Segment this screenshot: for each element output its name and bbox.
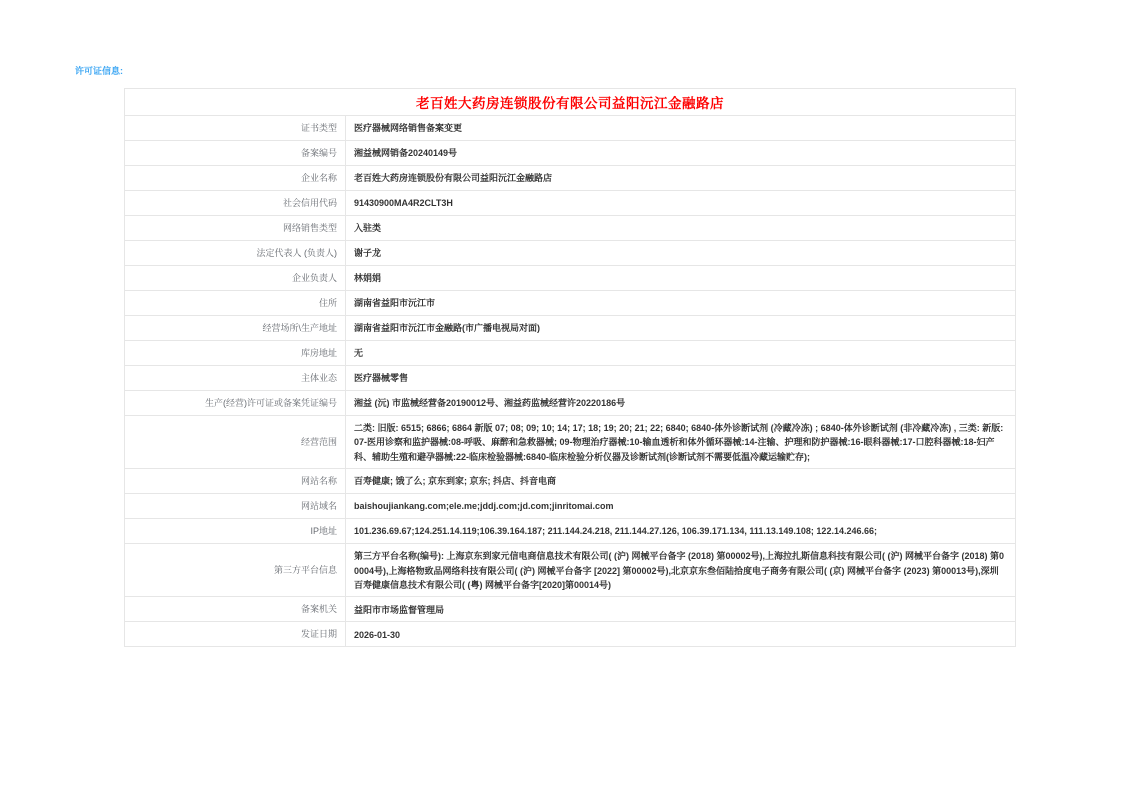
row-label: 住所 <box>125 291 346 315</box>
row-label: 经营范围 <box>125 416 346 468</box>
row-label: 主体业态 <box>125 366 346 390</box>
row-value: 林娟娟 <box>354 273 382 284</box>
section-label-license-info: 许可证信息: <box>75 66 123 76</box>
row-value: 医疗器械网络销售备案变更 <box>354 123 463 134</box>
row-value: 谢子龙 <box>354 248 382 259</box>
company-title: 老百姓大药房连锁股份有限公司益阳沅江金融路店 <box>416 96 724 111</box>
table-row <box>125 597 1015 622</box>
license-table <box>124 88 1016 647</box>
row-label: 企业名称 <box>125 166 346 190</box>
row-label: 第三方平台信息 <box>125 544 346 596</box>
table-row <box>125 622 1015 647</box>
table-row <box>125 416 1015 469</box>
row-label: 备案编号 <box>125 141 346 165</box>
row-value: 老百姓大药房连锁股份有限公司益阳沅江金融路店 <box>354 173 553 184</box>
row-value: 91430900MA4R2CLT3H <box>354 198 453 209</box>
table-row <box>125 366 1015 391</box>
table-row <box>125 519 1015 544</box>
row-value: 二类: 旧版: 6515; 6866; 6864 新版 07; 08; 09; 10; 14; 17; 18; 19; 20; 21; 22; 6840; 6840-体外诊断试剂 (冷藏冷冻) ; 6840-体外诊断试剂 (非冷藏冷冻) , 三类: 新版:07-医用诊察和监护器械:08-呼吸、麻醉和急救器械; 09-物理治疗器械:10-输血透析和体外循环器械:14-注输、护理和防护器械:16-眼科器械:17-口腔科器械:18-妇产科、辅助生殖和避孕器械:22-临床检验器械:6840-临床检验分析仪器及诊断试剂(诊断试剂不需要低温冷藏运输贮存); <box>354 423 1004 462</box>
row-label: 网络销售类型 <box>125 216 346 240</box>
table-row <box>125 191 1015 216</box>
row-label: 网站名称 <box>125 469 346 493</box>
table-row <box>125 216 1015 241</box>
table-row <box>125 341 1015 366</box>
table-row <box>125 241 1015 266</box>
row-label: 法定代表人 (负责人) <box>125 241 346 265</box>
row-value: 湘益 (沅) 市监械经营备20190012号、湘益药监械经营许20220186号 <box>354 398 626 409</box>
row-label: 网站域名 <box>125 494 346 518</box>
row-label: 社会信用代码 <box>125 191 346 215</box>
license-table-body <box>125 116 1015 647</box>
row-label: 生产(经营)许可证或备案凭证编号 <box>125 391 346 415</box>
row-value: 湖南省益阳市沅江市金融路(市广播电视局对面) <box>354 323 540 334</box>
row-value: 益阳市市场监督管理局 <box>354 604 445 615</box>
table-row <box>125 494 1015 519</box>
row-value: 无 <box>354 348 364 359</box>
row-value: 湘益械网销备20240149号 <box>354 148 458 159</box>
table-row <box>125 266 1015 291</box>
row-label: 证书类型 <box>125 116 346 140</box>
row-label: 经营场所\生产地址 <box>125 316 346 340</box>
table-row <box>125 116 1015 141</box>
row-value: 入驻类 <box>354 223 382 234</box>
row-label: 企业负责人 <box>125 266 346 290</box>
row-label: 备案机关 <box>125 597 346 621</box>
row-value: baishoujiankang.com;ele.me;jddj.com;jd.com;jinritomai.com <box>354 501 614 512</box>
row-label: 库房地址 <box>125 341 346 365</box>
row-value: 医疗器械零售 <box>354 373 409 384</box>
row-value: 湖南省益阳市沅江市 <box>354 298 436 309</box>
table-row <box>125 166 1015 191</box>
table-row <box>125 141 1015 166</box>
row-value: 百寿健康; 饿了么; 京东到家; 京东; 抖店、抖音电商 <box>354 476 556 487</box>
row-label: 发证日期 <box>125 622 346 646</box>
table-row <box>125 391 1015 416</box>
license-table-title-row <box>125 89 1015 116</box>
row-value: 2026-01-30 <box>354 629 401 640</box>
table-row <box>125 469 1015 494</box>
row-value: 101.236.69.67;124.251.14.119;106.39.164.187; 211.144.24.218, 211.144.27.126, 106.39.171.134, 111.13.149.108; 122.14.246.66; <box>354 526 877 537</box>
table-row <box>125 316 1015 341</box>
row-label: IP地址 <box>125 519 346 543</box>
table-row <box>125 291 1015 316</box>
row-value: 第三方平台名称(编号): 上海京东到家元信电商信息技术有限公司( (沪) 网械平台备字 (2018) 第00002号),上海拉扎斯信息科技有限公司( (沪) 网械平台备字 (2018) 第00004号),上海格物致品网络科技有限公司( (沪) 网械平台备字 [2022] 第00002号),北京京东叁佰陆拾度电子商务有限公司( (京) 网械平台备字 (2023) 第00013号),深圳百寿健康信息技术有限公司( (粤) 网械平台备字[2020]第00014号) <box>354 551 1005 590</box>
table-row <box>125 544 1015 597</box>
